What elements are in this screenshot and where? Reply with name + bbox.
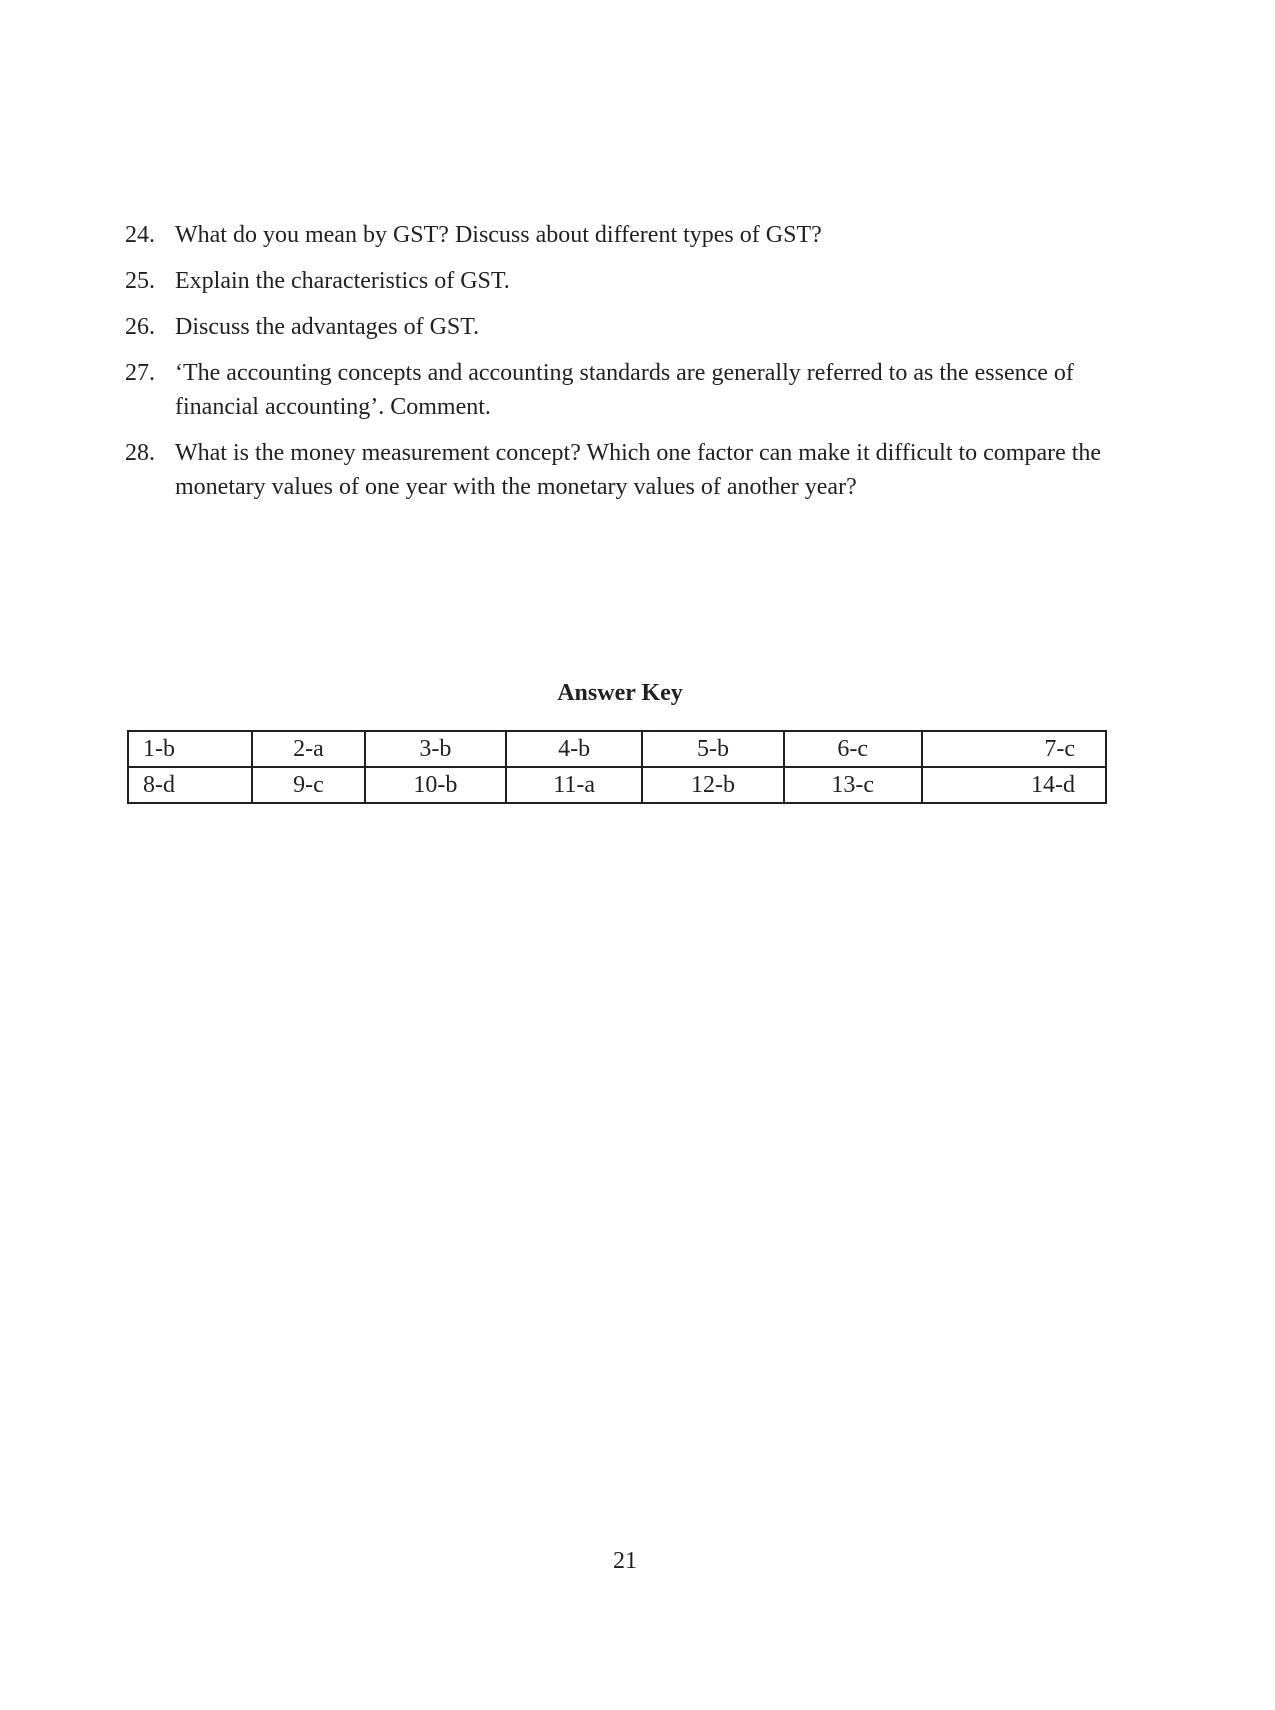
question-list xyxy=(125,218,1135,516)
question-number: 26. xyxy=(125,314,155,340)
table-cell: 1-b xyxy=(128,731,252,767)
table-cell: 8-d xyxy=(128,767,252,803)
table-cell: 3-b xyxy=(365,731,506,767)
table-cell: 9-c xyxy=(252,767,365,803)
table-cell: 10-b xyxy=(365,767,506,803)
question-item xyxy=(125,310,1135,344)
table-cell: 4-b xyxy=(506,731,642,767)
page-number: 21 xyxy=(613,1548,637,1574)
table-cell: 2-a xyxy=(252,731,365,767)
table-row xyxy=(128,767,1106,803)
table-cell: 13-c xyxy=(784,767,922,803)
answer-key-title: Answer Key xyxy=(557,680,683,706)
question-number: 24. xyxy=(125,222,155,248)
question-text: What is the money measurement concept? Which one factor can make it difficult to compare the monetary values of one year with the monetary values of another year? xyxy=(175,440,1102,500)
answer-key-table xyxy=(127,730,1107,804)
question-item xyxy=(125,218,1135,252)
table-row xyxy=(128,731,1106,767)
question-number: 27. xyxy=(125,360,155,386)
question-text: ‘The accounting concepts and accounting standards are generally referred to as the essence of financial accounting’. Comment. xyxy=(175,360,1074,420)
question-text: What do you mean by GST? Discuss about different types of GST? xyxy=(175,222,822,248)
table-cell: 6-c xyxy=(784,731,922,767)
table-cell: 14-d xyxy=(922,767,1106,803)
table-cell: 7-c xyxy=(922,731,1106,767)
question-item xyxy=(125,356,1135,424)
question-item xyxy=(125,436,1135,504)
table-cell: 5-b xyxy=(642,731,783,767)
table-cell: 11-a xyxy=(506,767,642,803)
question-number: 25. xyxy=(125,268,155,294)
question-text: Explain the characteristics of GST. xyxy=(175,268,510,294)
question-number: 28. xyxy=(125,440,155,466)
question-text: Discuss the advantages of GST. xyxy=(175,314,480,340)
question-item xyxy=(125,264,1135,298)
table-cell: 12-b xyxy=(642,767,783,803)
